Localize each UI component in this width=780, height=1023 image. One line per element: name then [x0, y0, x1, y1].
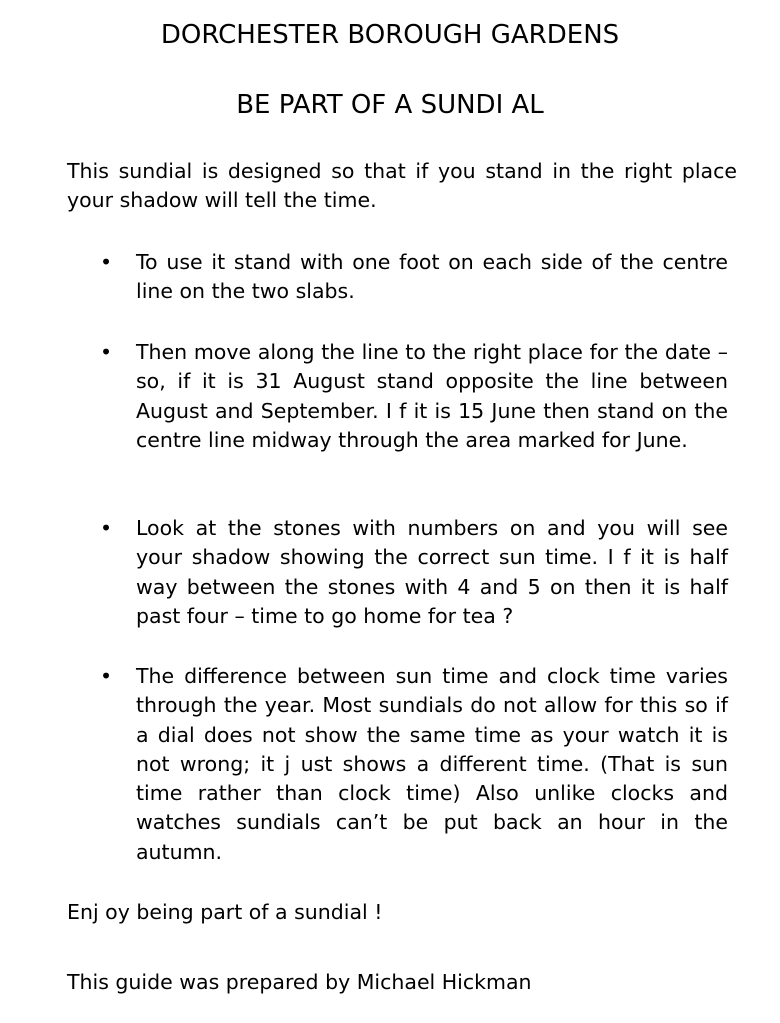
list-item-text: Then move along the line to the right place for the date – so, if it is 31 August stand opposite the line between August and September. I f it is 15 June then stand on the centre line midway through the area marked for June. [136, 340, 728, 452]
list-item-text: The difference between sun time and clock time varies through the year. Most sundials do not allow for this so if a dial does not show the same time as your watch it is not wrong; it j ust shows a different time. (That is sun time rather than clock time) Also unlike clocks and watches sundials can’t be put back an hour in the autumn. [136, 664, 728, 864]
bullet-icon: • [100, 664, 113, 688]
bullet-icon: • [100, 250, 113, 274]
document-subtitle: BE PART OF A SUNDI AL [236, 90, 544, 120]
intro-paragraph: This sundial is designed so that if you stand in the right place your shadow will tell the time. [67, 159, 737, 213]
closing-line: Enj oy being part of a sundial ! [67, 900, 383, 924]
author-credit: This guide was prepared by Michael Hickman [67, 970, 532, 994]
list-item-text: Look at the stones with numbers on and you will see your shadow showing the correct sun time. I f it is half way between the stones with 4 and 5 on then it is half past four – time to go home for tea ? [136, 516, 728, 628]
list-item-text: To use it stand with one foot on each side of the centre line on the two slabs. [136, 250, 728, 304]
document-title: DORCHESTER BOROUGH GARDENS [160, 20, 620, 50]
bullet-icon: • [100, 516, 113, 540]
bullet-icon: • [100, 340, 113, 364]
